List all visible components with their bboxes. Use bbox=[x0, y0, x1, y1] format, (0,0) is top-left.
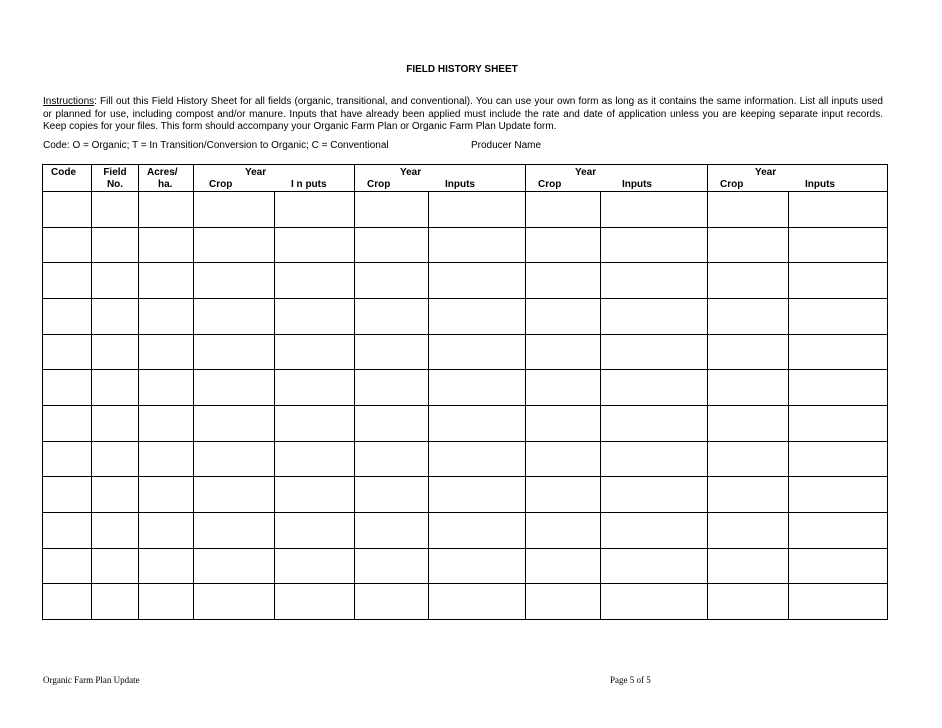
column-divider bbox=[193, 165, 194, 619]
footer-document-name: Organic Farm Plan Update bbox=[43, 675, 140, 685]
header-crop-4: Crop bbox=[720, 179, 744, 190]
column-divider bbox=[91, 165, 92, 619]
table-row-divider bbox=[43, 476, 887, 477]
table-row-divider bbox=[43, 405, 887, 406]
header-crop-3: Crop bbox=[538, 179, 562, 190]
table-row-divider bbox=[43, 512, 887, 513]
page-title: FIELD HISTORY SHEET bbox=[406, 64, 518, 75]
column-divider bbox=[138, 165, 139, 619]
table-row-divider bbox=[43, 583, 887, 584]
table-row-divider bbox=[43, 548, 887, 549]
header-year-2: Year bbox=[400, 167, 422, 178]
column-divider bbox=[707, 165, 708, 619]
producer-name-label: Producer Name bbox=[471, 140, 542, 151]
table-row-divider bbox=[43, 227, 887, 228]
field-history-table bbox=[42, 164, 888, 620]
table-row-divider bbox=[43, 369, 887, 370]
code-legend: Code: O = Organic; T = In Transition/Conversion to Organic; C = Conventional bbox=[43, 140, 389, 151]
footer-page-number: Page 5 of 5 bbox=[610, 675, 651, 685]
header-acres: Acres/ bbox=[147, 167, 178, 178]
header-inputs-1: I n puts bbox=[291, 179, 327, 190]
header-year-1: Year bbox=[245, 167, 267, 178]
table-row-divider bbox=[43, 262, 887, 263]
header-field: Field bbox=[103, 167, 127, 178]
column-divider bbox=[354, 165, 355, 619]
table-row-divider bbox=[43, 334, 887, 335]
header-field-no: No. bbox=[106, 179, 124, 190]
table-row-divider bbox=[43, 298, 887, 299]
instructions-label: Instructions bbox=[43, 96, 95, 107]
header-code: Code bbox=[51, 167, 76, 178]
instructions-text: : Fill out this Field History Sheet for all fields (organic, transitional, and conventional). You can use your own form as long as it contains the same information. List all inputs used or planned for use, including compost and/or manure. Inputs that have already been applied must include the rate and date of application unless you are keeping separate input records. Keep copies for your files. This form should accompany your Organic Farm Plan or Organic Farm Plan Update form. bbox=[43, 96, 883, 132]
header-year-3: Year bbox=[575, 167, 597, 178]
header-inputs-4: Inputs bbox=[805, 179, 835, 190]
header-ha: ha. bbox=[158, 179, 173, 190]
header-crop-2: Crop bbox=[367, 179, 391, 190]
column-divider bbox=[525, 165, 526, 619]
header-crop-1: Crop bbox=[209, 179, 233, 190]
table-row-divider bbox=[43, 441, 887, 442]
header-inputs-2: Inputs bbox=[445, 179, 475, 190]
header-year-4: Year bbox=[755, 167, 777, 178]
header-inputs-3: Inputs bbox=[622, 179, 652, 190]
instructions-paragraph bbox=[43, 96, 883, 134]
table-header bbox=[43, 165, 887, 192]
